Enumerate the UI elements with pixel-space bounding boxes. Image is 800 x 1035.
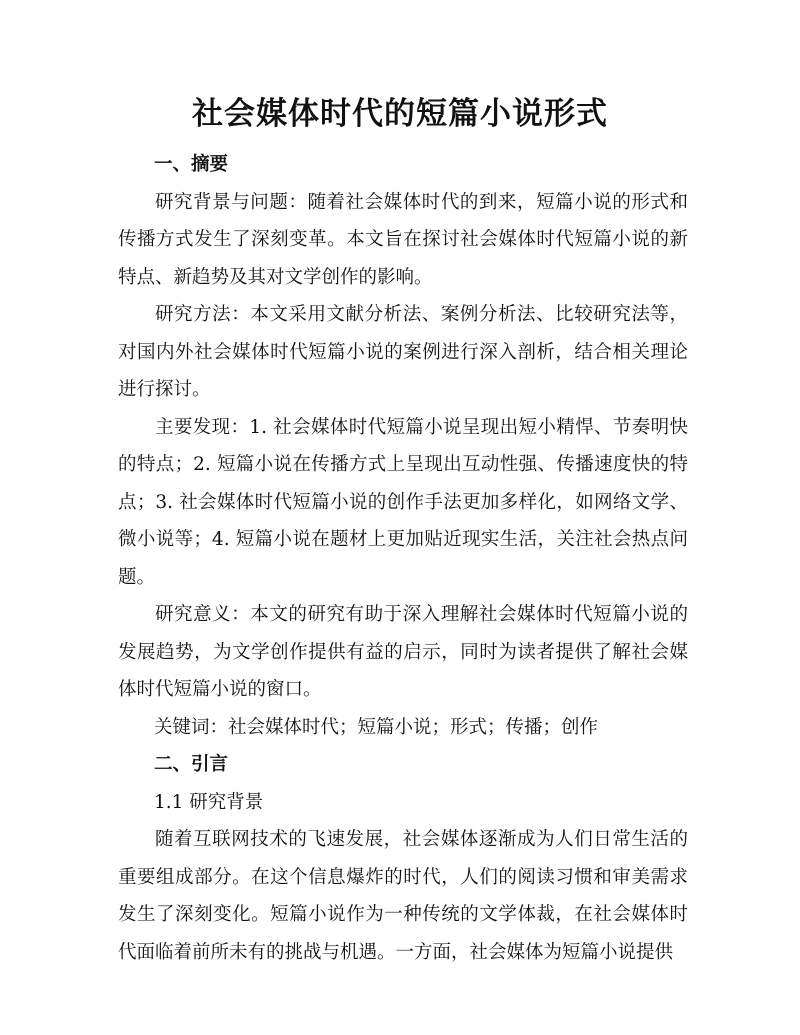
paragraph-introduction: 随着互联网技术的飞速发展，社会媒体逐渐成为人们日常生活的重要组成部分。在这个信息爆炸的时代，人们的阅读习惯和审美需求发生了深刻变化。短篇小说作为一种传统的文学体裁，在社会媒体时代面临着前所未有的挑战与机遇。一方面，社会媒体为短篇小说提供 bbox=[118, 829, 688, 963]
document-title: 社会媒体时代的短篇小说形式 bbox=[192, 96, 608, 132]
document-body bbox=[118, 146, 688, 971]
paragraph-method: 研究方法：本文采用文献分析法、案例分析法、比较研究法等，对国内外社会媒体时代短篇小说的案例进行深入剖析，结合相关理论进行探讨。 bbox=[118, 304, 688, 400]
paragraph-findings: 主要发现：1. 社会媒体时代短篇小说呈现出短小精悍、节奏明快的特点；2. 短篇小说在传播方式上呈现出互动性强、传播速度快的特点；3. 社会媒体时代短篇小说的创作手法更加多样化，如网络文学、微小说等；4. 短篇小说在题材上更加贴近现实生活，关注社会热点问题。 bbox=[118, 416, 688, 588]
keywords-line: 关键词：社会媒体时代；短篇小说；形式；传播；创作 bbox=[154, 716, 599, 738]
paragraph-background: 研究背景与问题：随着社会媒体时代的到来，短篇小说的形式和传播方式发生了深刻变革。本文旨在探讨社会媒体时代短篇小说的新特点、新趋势及其对文学创作的影响。 bbox=[118, 191, 688, 288]
paragraph-significance: 研究意义：本文的研究有助于深入理解社会媒体时代短篇小说的发展趋势，为文学创作提供有益的启示，同时为读者提供了解社会媒体时代短篇小说的窗口。 bbox=[118, 604, 688, 700]
subsection-heading-background: 1.1 研究背景 bbox=[154, 791, 264, 813]
section-heading-introduction: 二、引言 bbox=[154, 754, 229, 775]
section-heading-abstract: 一、摘要 bbox=[154, 154, 229, 175]
